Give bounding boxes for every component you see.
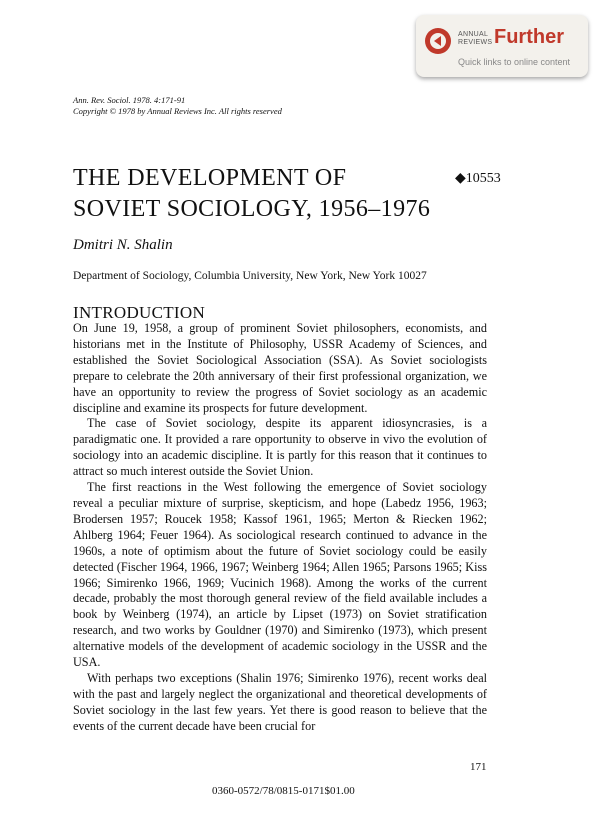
author-name: Dmitri N. Shalin [73, 237, 173, 253]
article-body [73, 321, 487, 735]
title-line-1: THE DEVELOPMENT OF [73, 165, 347, 191]
section-heading: INTRODUCTION [73, 303, 206, 322]
title-line-2: SOVIET SOCIOLOGY, 1956–1976 [73, 196, 431, 222]
article-code-footer: 0360-0572/78/0815-0171$01.00 [212, 785, 355, 797]
page-number: 171 [470, 761, 487, 773]
further-subtitle: Quick links to online content [458, 57, 571, 67]
citation-line: Ann. Rev. Sociol. 1978. 4:171-91 [73, 95, 186, 105]
author-affiliation: Department of Sociology, Columbia University, New York, New York 10027 [73, 270, 427, 282]
article-title [73, 163, 430, 225]
further-label: Further [494, 26, 564, 48]
annual-reviews-label: ANNUAL REVIEWS [458, 31, 493, 46]
paragraph: With perhaps two exceptions (Shalin 1976; Simirenko 1976), recent works deal with the past and largely neglect the organizational and theoretical developments of Soviet sociology in the last few years. Yet there is good reason to believe that the events of the current decade have been crucial for [73, 670, 487, 733]
annual-reviews-further-banner[interactable] [416, 15, 588, 77]
reference-number: ◆10553 [455, 171, 501, 186]
paragraph: The case of Soviet sociology, despite its apparent idiosyncrasies, is a paradigmatic one. It provided a rare opportunity to observe in vivo the evolution of sociology into an academic discipline. It is partly for this reason that it continues to attract so much interest outside the Soviet Union. [73, 416, 487, 479]
paragraph: On June 19, 1958, a group of prominent Soviet philosophers, economists, and historians met in the Institute of Philosophy, USSR Academy of Sciences, and established the Soviet Sociological Association (SSA). As Soviet sociologists prepare to celebrate the 20th anniversary of their first professional organization, we have an opportunity to review the progress of Soviet sociology as an academic discipline and examine its prospects for future development. [73, 321, 487, 415]
paragraph: The first reactions in the West following the emergence of Soviet sociology reveal a peculiar mixture of surprise, skepticism, and hope (Labedz 1956, 1963; Brodersen 1957; Roucek 1958; Kassof 1961, 1965; Merton & Riecken 1962; Ahlberg 1964; Feuer 1964). As sociological research continued to advance in the 1960s, a note of optimism about the future of Soviet sociology could be easily detected (Fischer 1964, 1966, 1967; Weinberg 1964; Allen 1965; Parsons 1965; Kiss 1966; Simirenko 1966, 1969; Vucinich 1968). Among the works of the current decade, probably the most thorough general review of the field available includes a book by Weinberg (1974), an article by Lipset (1973) on Soviet stratification research, and two works by Gouldner (1970) and Simirenko (1973), which present alternative models of the development of academic sociology in the USSR and the USA. [73, 480, 487, 670]
further-logo-icon [424, 27, 452, 55]
journal-citation [73, 95, 282, 117]
copyright-line: Copyright © 1978 by Annual Reviews Inc. All rights reserved [73, 106, 282, 116]
